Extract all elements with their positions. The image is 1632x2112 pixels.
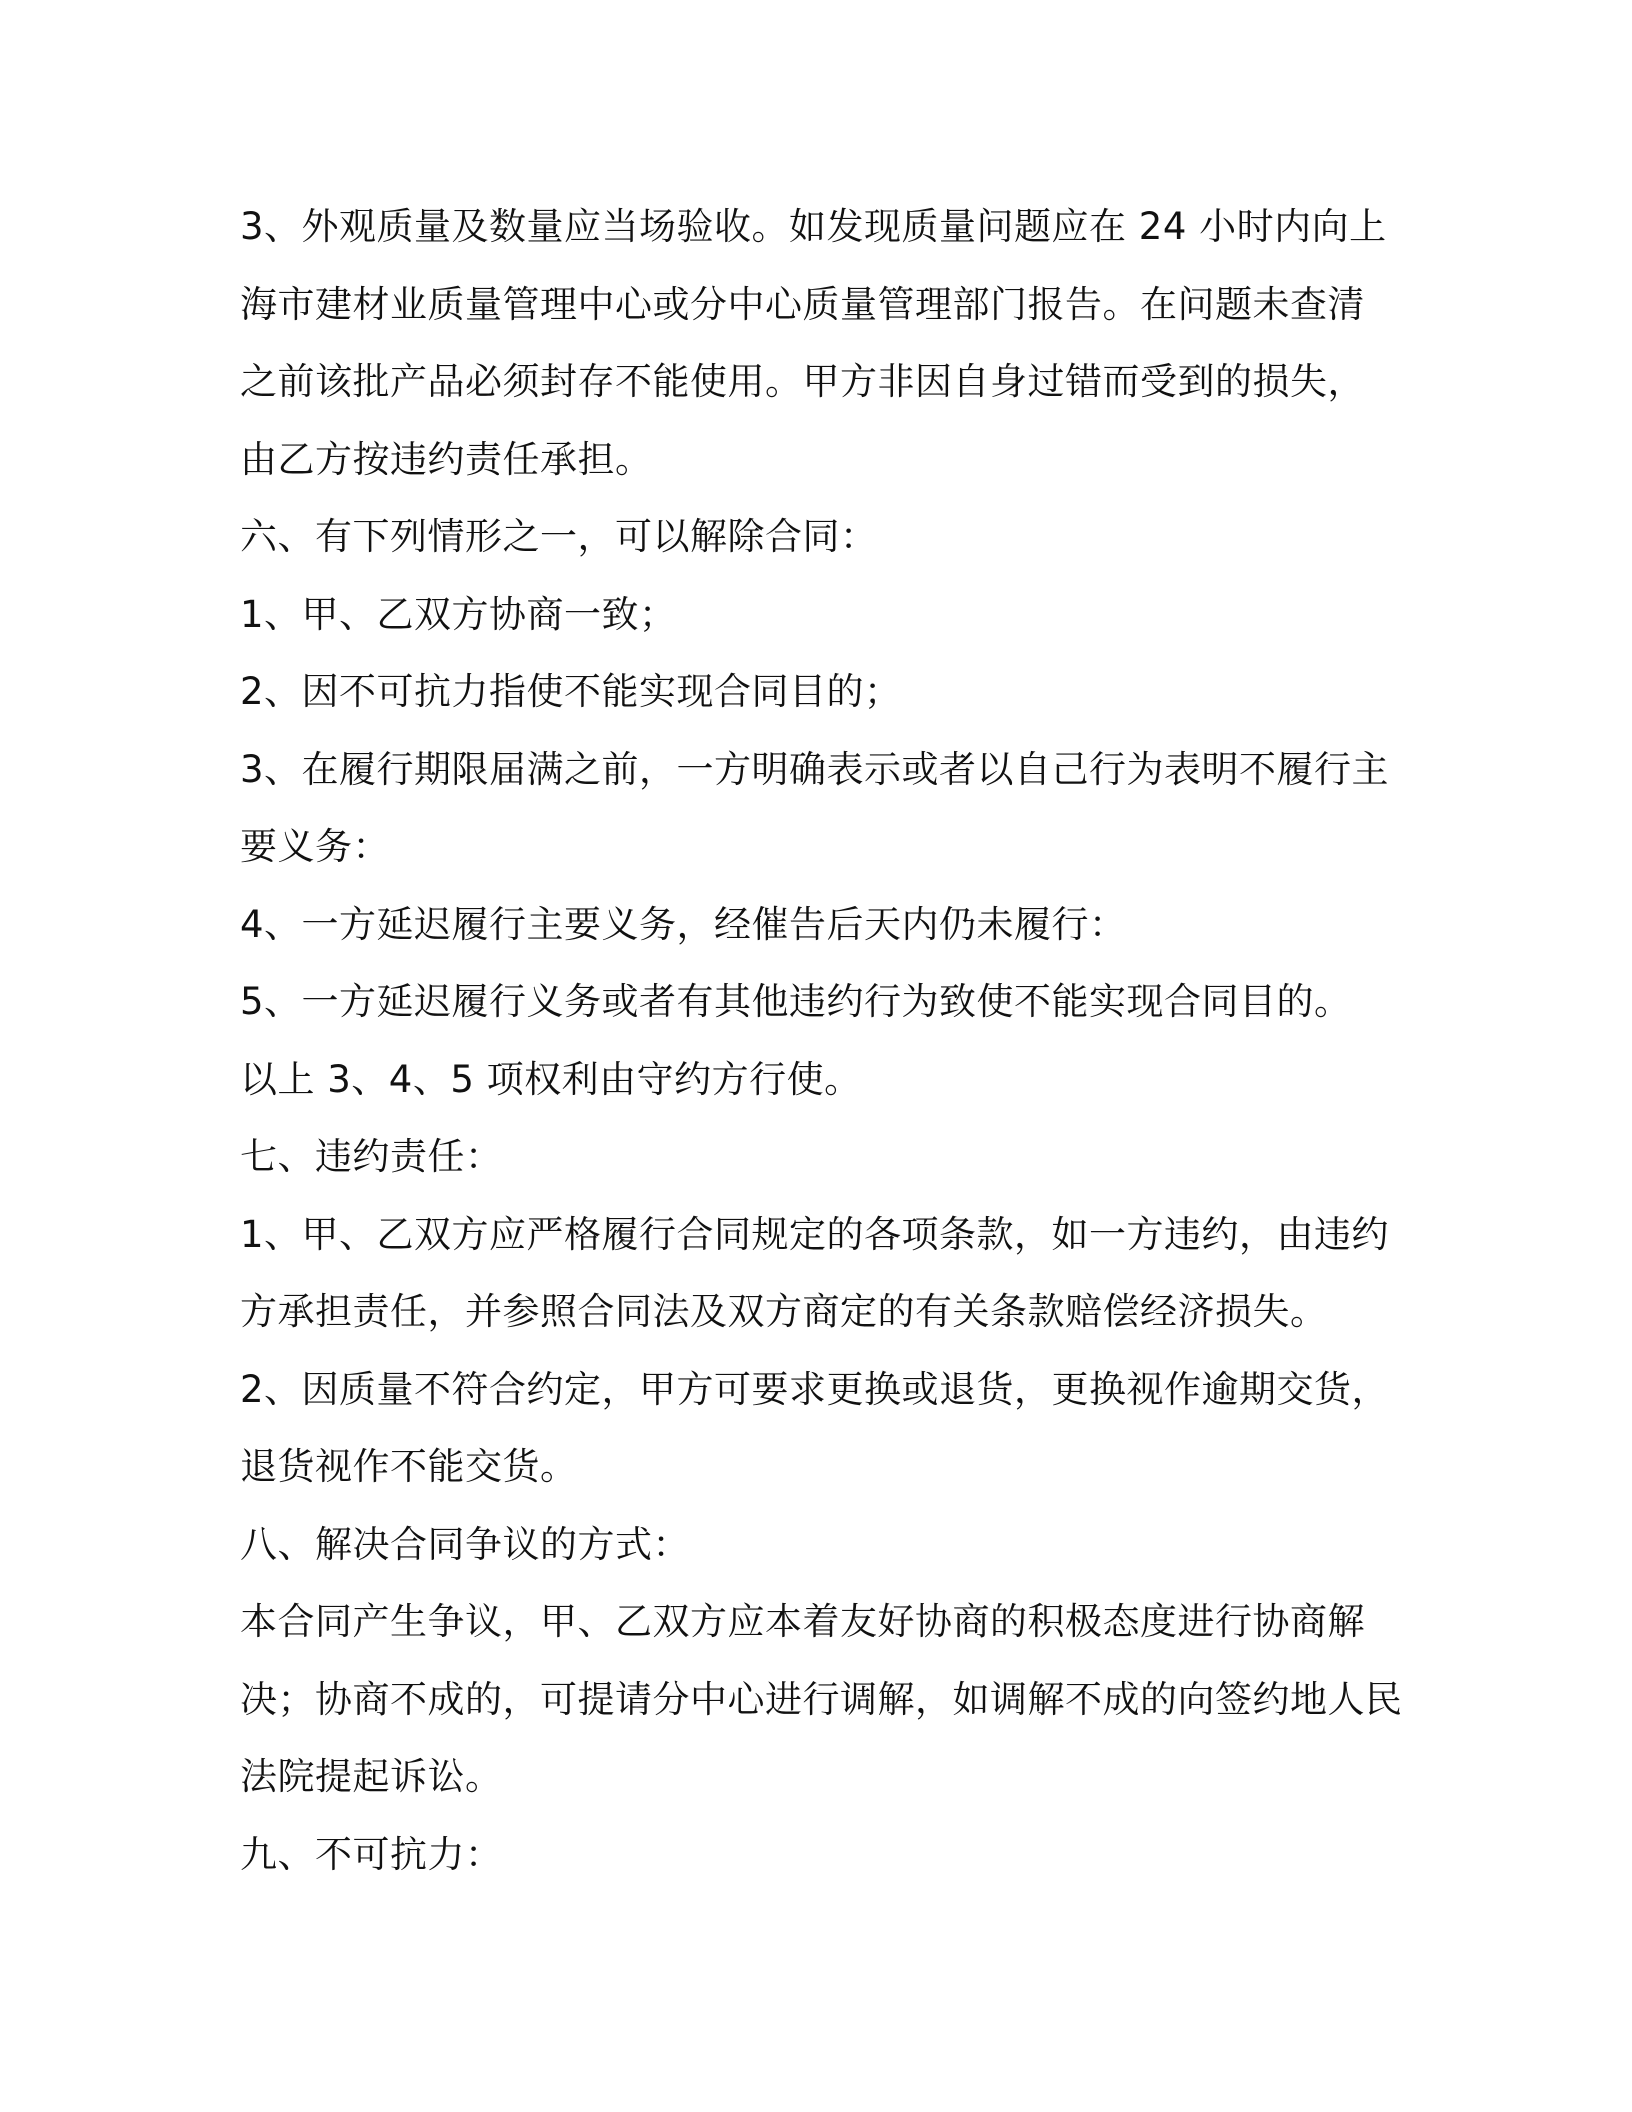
text-line: 退货视作不能交货。 (240, 1445, 578, 1488)
text-line: 要义务： (240, 825, 390, 868)
text-line: 1、甲、乙双方应严格履行合同规定的各项条款，如一方违约，由违约 (240, 1212, 1390, 1256)
document-body (240, 188, 1403, 1893)
text-line: 3、在履行期限届满之前，一方明确表示或者以自己行为表明不履行主 (240, 747, 1390, 791)
text-line: 决；协商不成的，可提请分中心进行调解，如调解不成的向签约地人民 (240, 1677, 1403, 1721)
text-line: 以上 3、4、5 项权利由守约方行使。 (240, 1057, 862, 1101)
text-line: 之前该批产品必须封存不能使用。甲方非因自身过错而受到的损失， (240, 360, 1365, 403)
section-heading: 六、有下列情形之一，可以解除合同： (240, 515, 878, 558)
text-line: 4、一方延迟履行主要义务，经催告后天内仍未履行： (240, 902, 1127, 946)
text-line: 3、外观质量及数量应当场验收。如发现质量问题应在 24 小时内向上 (240, 205, 1387, 248)
section-heading: 七、违约责任： (240, 1135, 503, 1178)
text-line: 本合同产生争议，甲、乙双方应本着友好协商的积极态度进行协商解 (240, 1600, 1365, 1643)
text-line: 2、因质量不符合约定，甲方可要求更换或退货，更换视作逾期交货， (240, 1367, 1390, 1411)
text-line: 2、因不可抗力指使不能实现合同目的； (240, 670, 902, 713)
text-line: 5、一方延迟履行义务或者有其他违约行为致使不能实现合同目的。 (240, 980, 1352, 1023)
text-line: 海市建材业质量管理中心或分中心质量管理部门报告。在问题未查清 (240, 282, 1365, 326)
text-line: 方承担责任，并参照合同法及双方商定的有关条款赔偿经济损失。 (240, 1290, 1328, 1333)
section-heading: 八、解决合同争议的方式： (240, 1522, 690, 1566)
text-line: 1、甲、乙双方协商一致； (240, 592, 677, 636)
text-line: 由乙方按违约责任承担。 (240, 437, 653, 481)
section-heading: 九、不可抗力： (240, 1832, 503, 1876)
text-line: 法院提起诉讼。 (240, 1755, 503, 1798)
